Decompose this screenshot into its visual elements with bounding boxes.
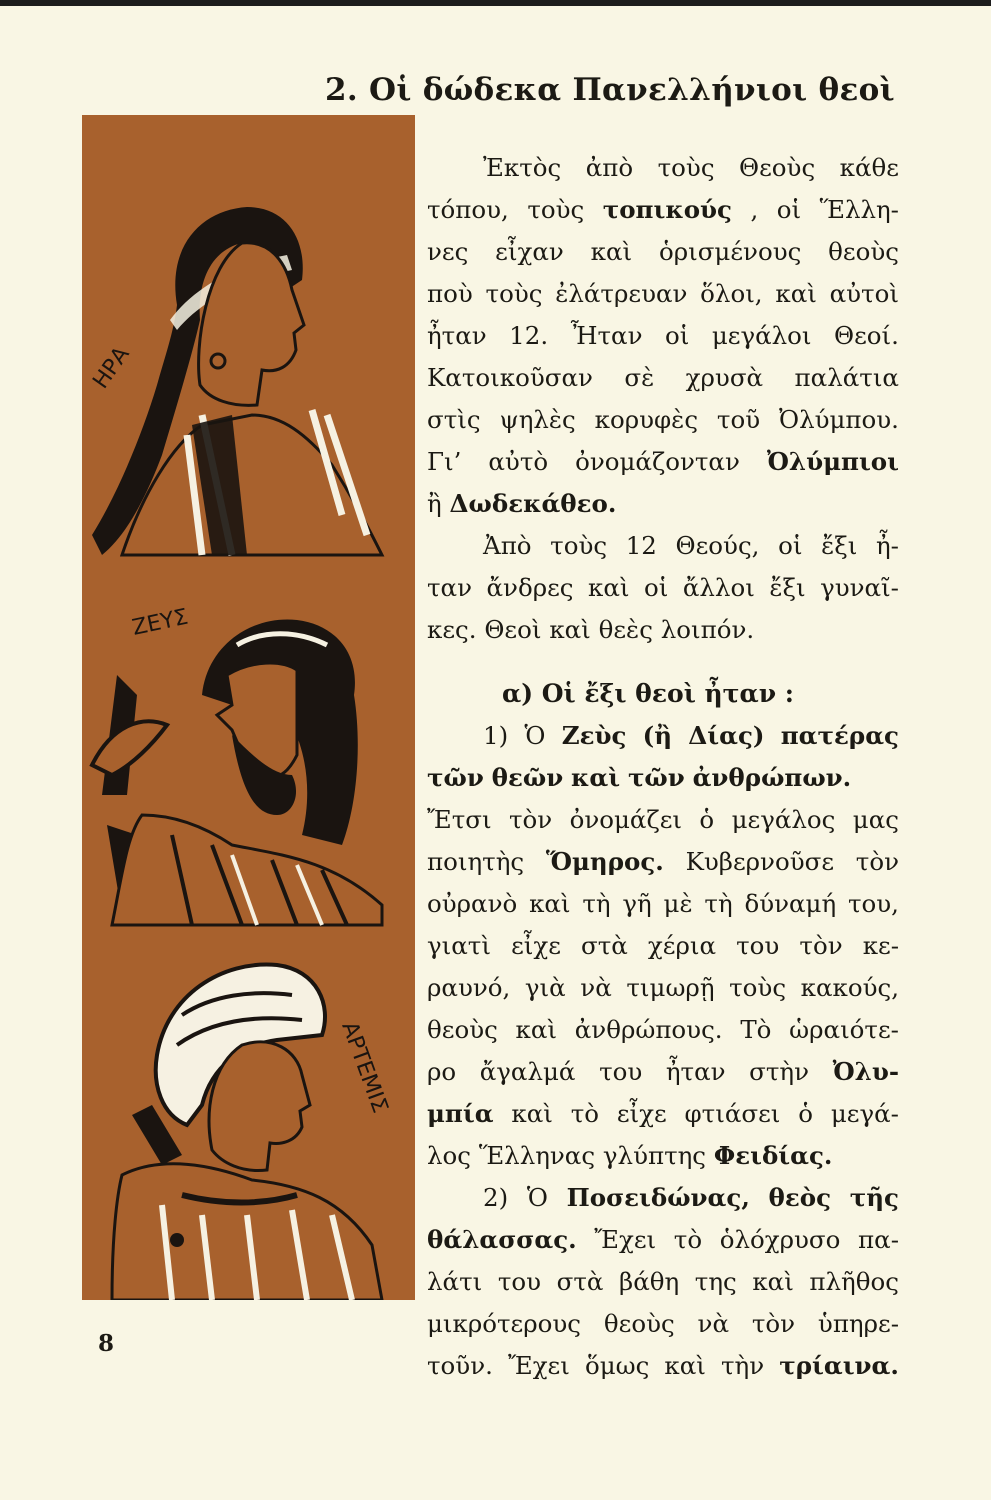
text-line: θεοὺς καὶ ἀνθρώπους. Τὸ ὡραιότε- (427, 1015, 899, 1044)
text-line: θάλασσας. Ἔχει τὸ ὁλόχρυσο πα- (427, 1225, 899, 1254)
text-line: 2) Ὁ Ποσειδώνας, θεὸς τῆς (483, 1183, 899, 1212)
text-line: Κατοικοῦσαν σὲ χρυσὰ παλάτια (427, 363, 899, 392)
text-line: μικρότερους θεοὺς νὰ τὸν ὑπηρε- (427, 1309, 899, 1338)
text-line: τοῦν. Ἔχει ὅμως καὶ τὴν τρίαινα. (427, 1351, 899, 1380)
zeus-label: ΖΕΥΣ (130, 604, 191, 641)
text-line: Ἔτσι τὸν ὀνομάζει ὁ μεγάλος μας (427, 805, 899, 834)
text-line: στὶς ψηλὲς κορυφὲς τοῦ Ὀλύμπου. (427, 405, 899, 434)
hera-figure (88, 207, 382, 555)
paragraph-gap (427, 651, 899, 673)
text-line: λος Ἕλληνας γλύπτης Φειδίας. (427, 1141, 833, 1170)
gods-illustration (82, 115, 415, 1300)
text-line: Ἐκτὸς ἀπὸ τοὺς Θεοὺς κάθε (483, 153, 899, 182)
text-line: Γι’ αὐτὸ ὀνομάζονταν Ὀλύμπιοι (427, 447, 899, 476)
text-line: τόπου, τοὺς τοπικούς , οἱ Ἕλλη- (427, 195, 899, 224)
artemis-label: ΑΡΤΕΜΙΣ (336, 1018, 393, 1117)
text-line: ποιητὴς Ὅμηρος. Κυβερνοῦσε τὸν (427, 847, 899, 876)
body-text (427, 147, 899, 1387)
hera-label: ΗΡΑ (88, 342, 135, 394)
text-line: ρο ἄγαλμά του ἦταν στὴν Ὀλυ- (427, 1057, 899, 1086)
page-number: 8 (98, 1330, 115, 1357)
zeus-figure (92, 605, 382, 925)
section-heading: α) Οἱ ἔξι θεοὶ ἦταν : (502, 679, 795, 708)
text-line: 1) Ὁ Ζεὺς (ἢ Δίας) πατέρας (483, 721, 899, 750)
artemis-figure (112, 965, 392, 1300)
text-line: γιατὶ εἶχε στὰ χέρια του τὸν κε- (427, 931, 899, 960)
text-line: μπία καὶ τὸ εἶχε φτιάσει ὁ μεγά- (427, 1099, 899, 1128)
text-line: τῶν θεῶν καὶ τῶν ἀνθρώπων. (427, 763, 852, 792)
text-line: ταν ἄνδρες καὶ οἱ ἄλλοι ἔξι γυναῖ- (427, 573, 899, 602)
text-line: νες εἶχαν καὶ ὁρισμένους θεοὺς (427, 237, 899, 266)
illustration-panel (82, 115, 415, 1300)
scan-top-edge (0, 0, 991, 6)
text-line: ἦταν 12. Ἦταν οἱ μεγάλοι Θεοί. (427, 321, 899, 350)
text-line: οὐρανὸ καὶ τὴ γῆ μὲ τὴ δύναμή του, (427, 889, 899, 918)
text-line: Ἀπὸ τοὺς 12 Θεούς, οἱ ἔξι ἦ- (483, 531, 899, 560)
text-line: ραυνό, γιὰ νὰ τιμωρῇ τοὺς κακούς, (427, 973, 899, 1002)
text-line: ἢ Δωδεκάθεο. (427, 489, 617, 518)
text-line: κες. Θεοὶ καὶ θεὲς λοιπόν. (427, 615, 755, 644)
text-line: λάτι του στὰ βάθη της καὶ πλῆθος (427, 1267, 899, 1296)
page-title: 2. Οἱ δώδεκα Πανελλήνιοι θεοὶ (325, 72, 895, 108)
text-line: ποὺ τοὺς ἐλάτρευαν ὅλοι, καὶ αὐτοὶ (427, 279, 899, 308)
